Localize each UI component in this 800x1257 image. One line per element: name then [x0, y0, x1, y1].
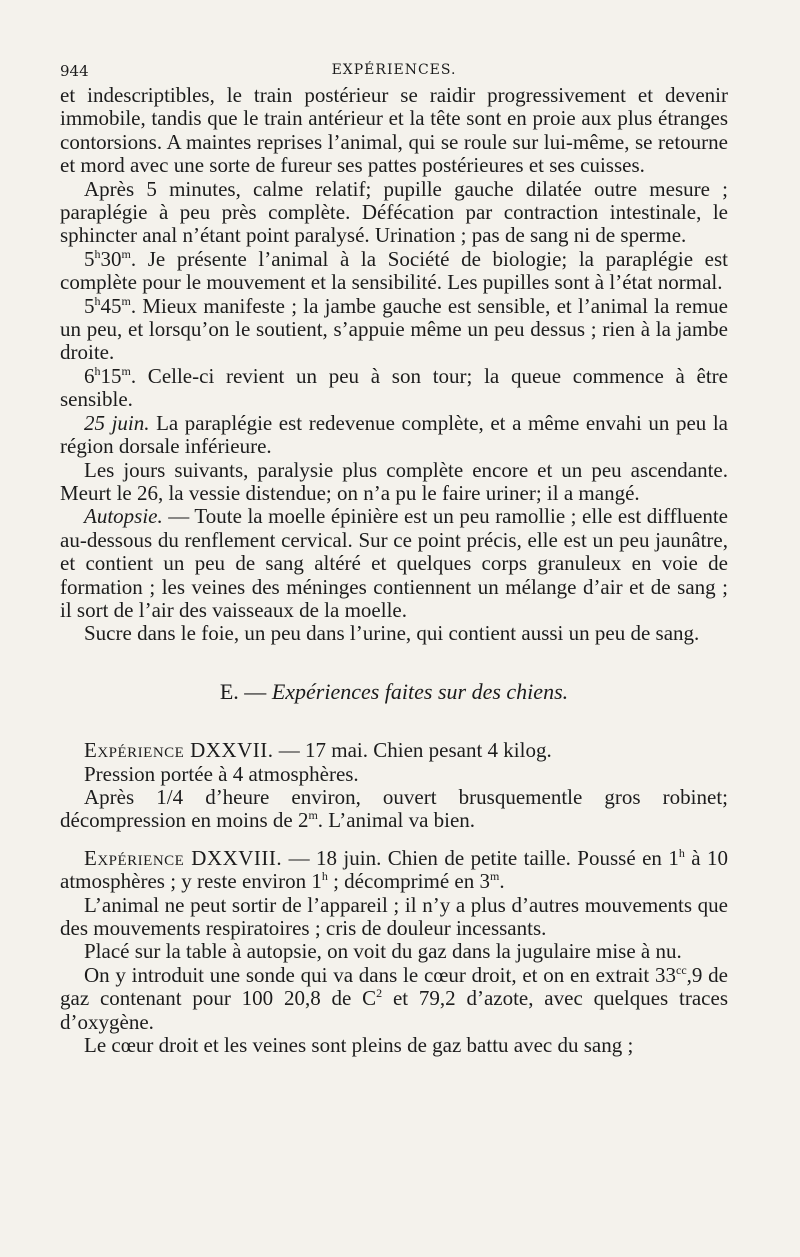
paragraph-autopsie: Autopsie. — Toute la moelle épinière est un peu ramollie ; elle est diffluente au-dessous du renflement cervical. Sur ce point précis, elle est un peu jaunâtre, et contient un peu de sang altéré et quelques corps granuleux en voie de formation ; les veines des méninges contiennent un mélange d’air et de sang ; il sort de l’air des vaisseaux de la moelle. [60, 504, 728, 622]
running-title: EXPÉRIENCES. [331, 62, 457, 78]
experiment-527-decompression: Après 1/4 d’heure environ, ouvert brusquementle gros robinet; décompression en moins de 2$^m$. L’animal va bien. [60, 784, 728, 833]
paragraph-jours-suivants: Les jours suivants, paralysie plus complète encore et un peu ascendante. Meurt le 26, la vessie distendue; on n’a pu le faire uriner; il a mangé. [60, 457, 728, 505]
body-text [60, 84, 728, 1057]
experiment-528-coeur: Le cœur droit et les veines sont pleins de gaz battu avec du sang ; [84, 1033, 634, 1058]
paragraph-25-juin: 25 juin. La paraplégie est redevenue complète, et a même envahi un peu la région dorsale inférieure. [60, 410, 729, 459]
section-heading: E. — Expériences faites sur des chiens. [219, 678, 569, 704]
paragraph-continuation: et indescriptibles, le train postérieur se raidir progressivement et devenir immobile, tandis que le train antérieur et la tête sont en proie aux plus étranges contorsions. A maintes reprises l’animal, qui se roule sur lui-même, se retourne et mord avec une sorte de fureur ses pattes postérieures et ses cuisses. [60, 83, 728, 178]
experiment-528-sonde: On y introduit une sonde qui va dans le cœur droit, et on en extrait $33^{cc},9$ de gaz contenant pour 100 20,8 de $C^2$ et 79,2 d’azote, avec quelques traces d’oxygène. [60, 962, 729, 1034]
paragraph-after-5-minutes: Après 5 minutes, calme relatif; pupille gauche dilatée outre mesure ; paraplégie à peu près complète. Défécation par contraction intestinale, le sphincter anal n’étant point paralysé. Urination ; pas de sang ni de sperme. [60, 176, 728, 248]
experiment-528-title: Expérience DXXVIII. — 18 juin. Chien de petite taille. Poussé en 1$^h$ à 10 atmosphères ; y reste environ 1$^h$ ; décomprimé en 3$^m$. [60, 845, 728, 894]
experiment-528-table: Placé sur la table à autopsie, on voit du gaz dans la jugulaire mise à nu. [84, 939, 682, 964]
experiment-527-pression: Pression portée à 4 atmosphères. [84, 761, 359, 786]
paragraph-sucre: Sucre dans le foie, un peu dans l’urine, qui contient aussi un peu de sang. [84, 621, 700, 646]
paragraph-6h15: 6$^h$15$^m$. Celle-ci revient un peu à son tour; la queue commence à être sensible. [60, 363, 728, 412]
paragraph-5h45: 5$^h$45$^m$. Mieux manifeste ; la jambe gauche est sensible, et l’animal la remue un peu, et lorsqu’on le soutient, s’appuie même un peu dessus ; rien à la jambe droite. [60, 293, 728, 365]
running-head [60, 58, 728, 84]
spacer [60, 833, 728, 847]
experiment-528-animal: L’animal ne peut sortir de l’appareil ; il n’y a plus d’autres mouvements que des mouvements respiratoires ; cris de douleur incessants. [60, 892, 728, 940]
page-number: 944 [60, 62, 89, 80]
experiment-527-title: Expérience DXXVII. — 17 mai. Chien pesant 4 kilog. [84, 738, 552, 763]
paragraph-5h30: 5$^h$30$^m$. Je présente l’animal à la Société de biologie; la paraplégie est complète pour le mouvement et la sensibilité. Les pupilles sont à l’état normal. [60, 246, 728, 295]
